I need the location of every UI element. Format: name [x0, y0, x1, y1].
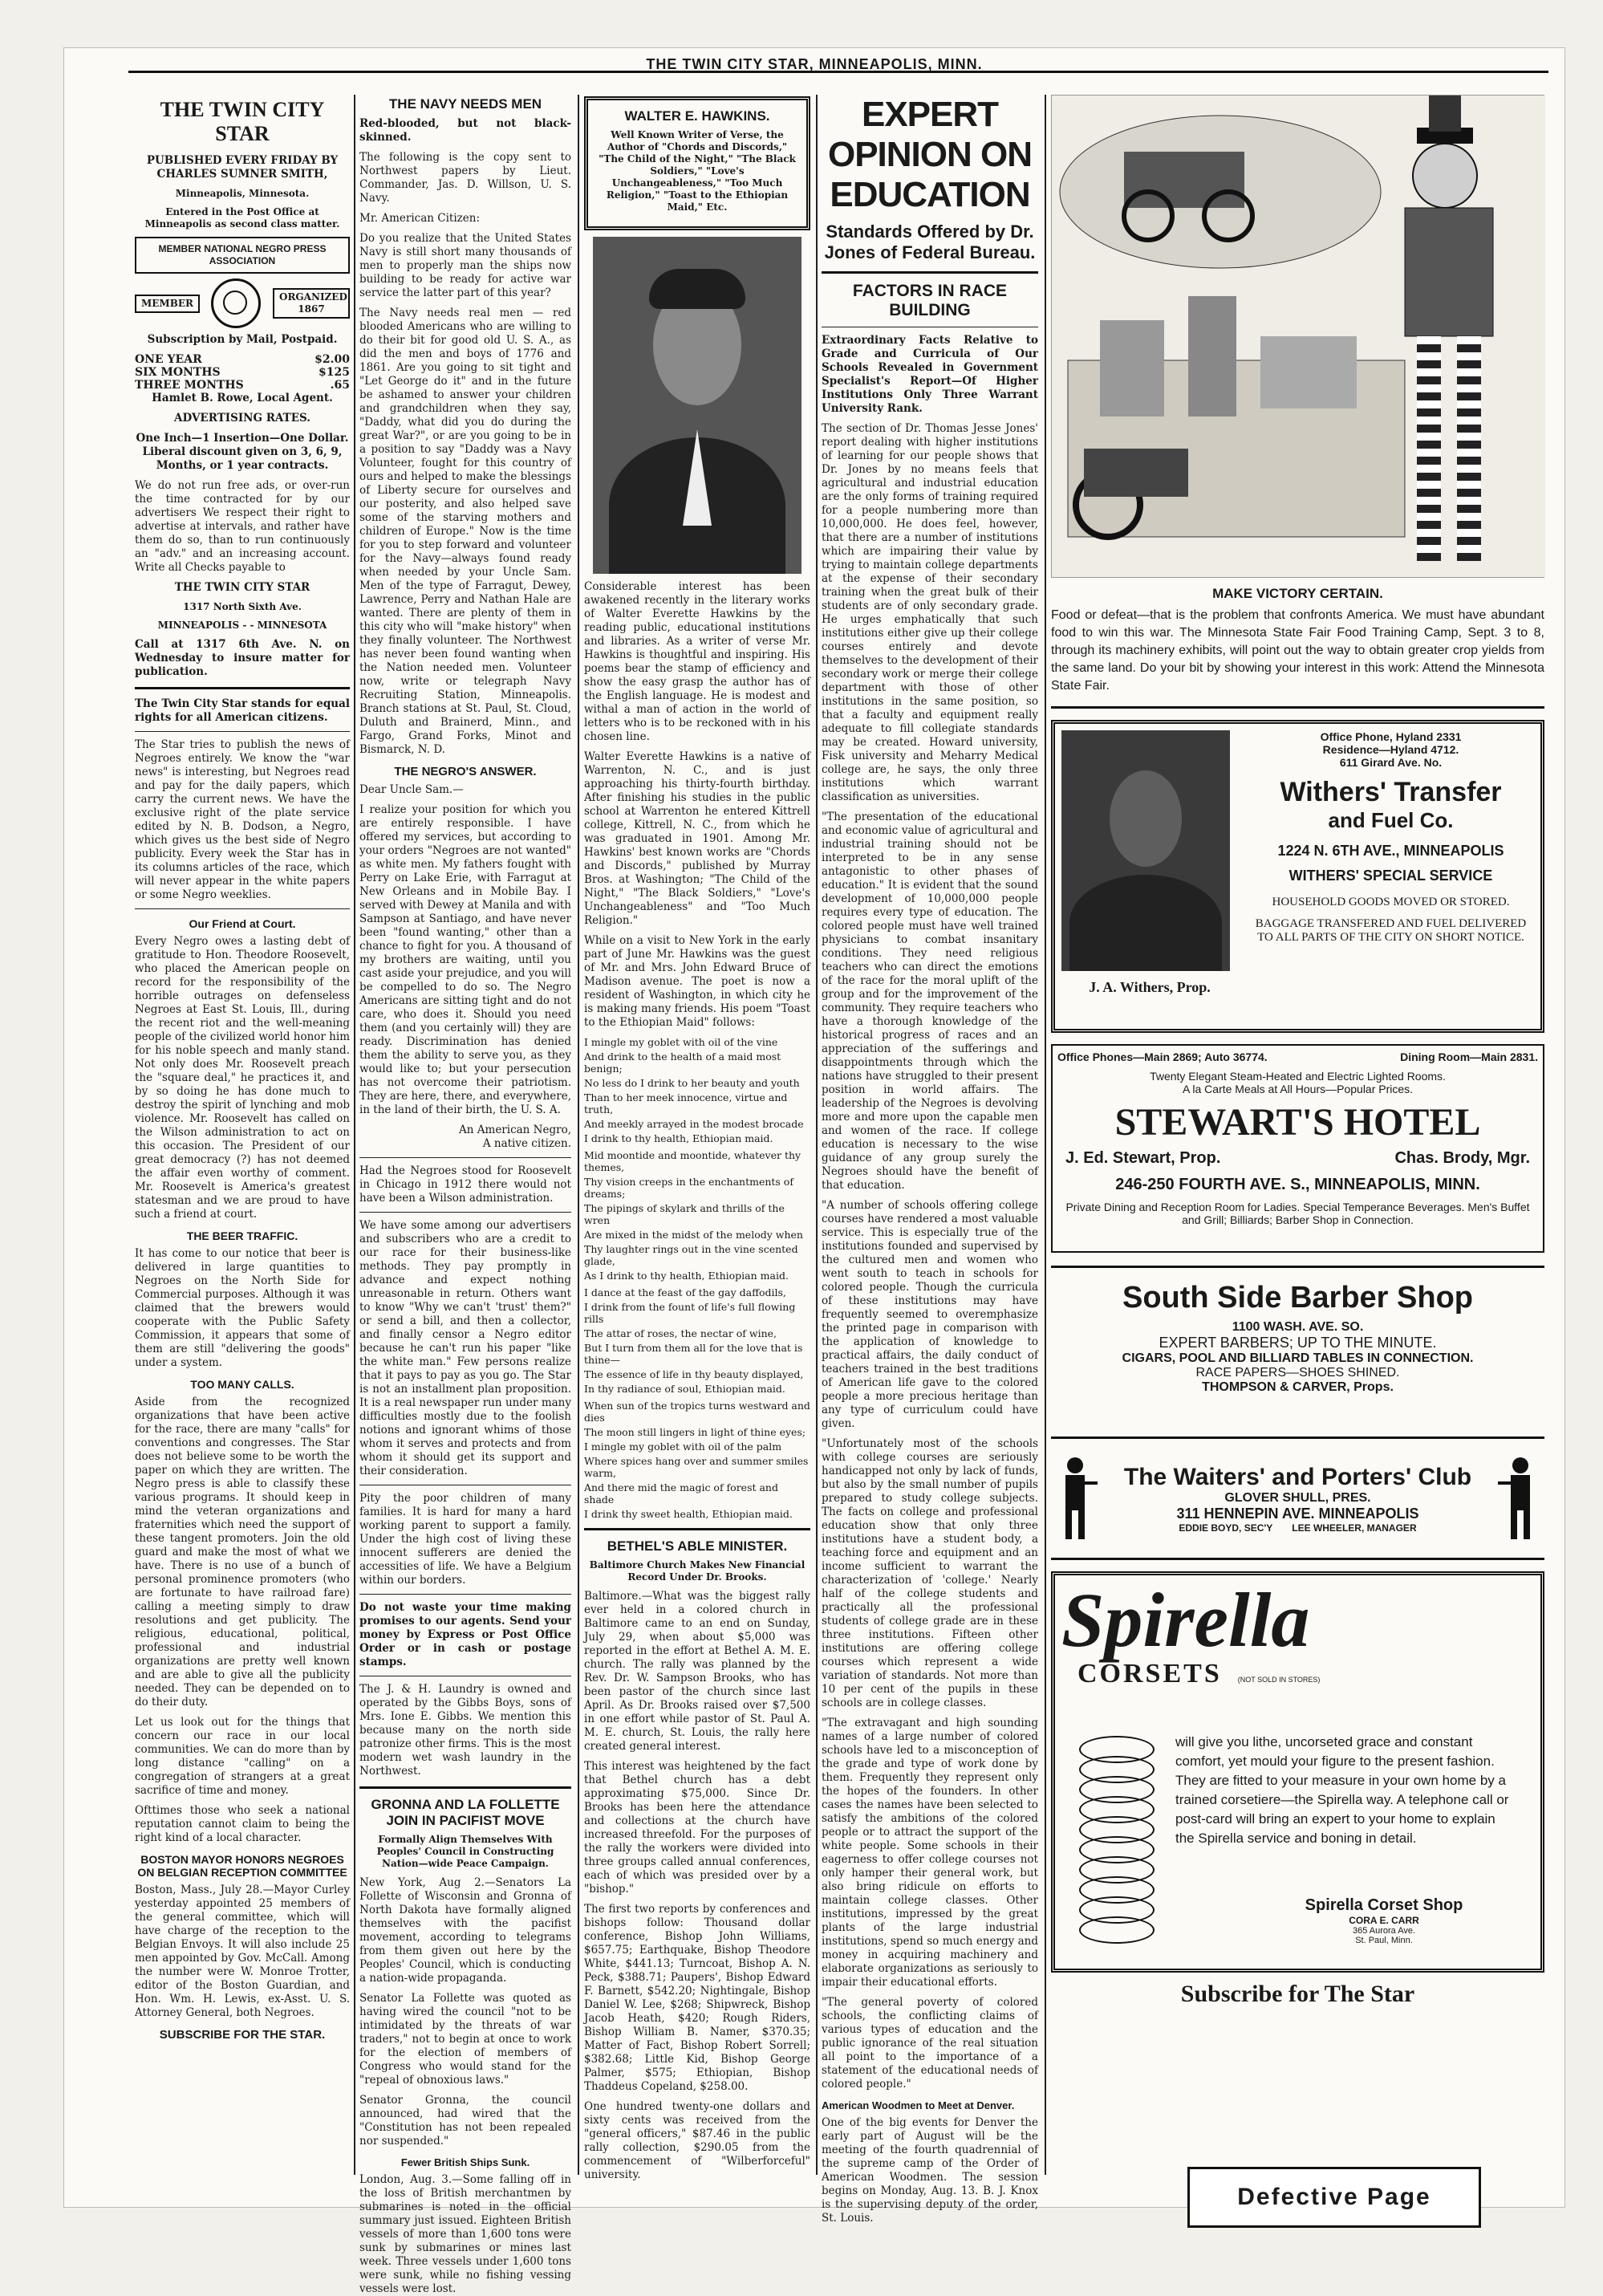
divider — [1051, 1558, 1544, 1560]
poem-line: In thy radiance of soul, Ethiopian maid. — [584, 1383, 785, 1395]
uncle-sam-illustration — [1051, 95, 1544, 578]
waiters-info — [1107, 1464, 1488, 1534]
poem-line: I mingle my goblet with oil of the palm — [584, 1441, 782, 1453]
spirella-corsets-row — [1061, 1659, 1534, 1689]
gronna-paragraph: New York, Aug 2.—Senators La Follette of Wisconsin and Gronna of North Dakota have formally aligned themselves with the pacifist movement, according to telegrams from them given out here by the Peoples' Council, which is conducting a nation-wide propaganda. — [359, 1876, 571, 1985]
poem-line: When sun of the tropics turns westward and dies — [584, 1400, 810, 1424]
navy-paragraph: Do you realize that the United States Navy is still short many thousands of men to properly man the ships now building to be ready for active war service the latter part of this year? — [359, 232, 571, 299]
poem-line: The moon still lingers in light of thine eyes; — [584, 1426, 806, 1438]
press-seal-icon — [211, 278, 261, 328]
woodmen-head: American Woodmen to Meet at Denver. — [822, 2099, 1015, 2111]
stewart-private: Private Dining and Reception Room for Ladies. Special Temperance Beverages. Men's Buffet and Grill; Billiards; Barber Shop in Connection. — [1065, 1201, 1530, 1226]
barber-ad — [1051, 1281, 1544, 1425]
withers-address: 1224 N. 6TH AVE., MINNEAPOLIS — [1277, 843, 1504, 859]
navy-intro: The following is the copy sent to Northwest papers by Lieut. Commander, Jas. D. Willson, U. S. Navy. — [359, 151, 571, 205]
tries-paragraph: The Star tries to publish the news of Negroes entirely. We know the "war news" is interesting, but Negroes read and pay for the daily papers, which carry the current news. We have the exclusive right of the plate service edited by N. B. Dodson, a Negro, which gives us the best side of Negro publicity. Every week the Star has in its columns articles of the race, which will never appear in the white papers or some Negro weeklies. — [135, 738, 350, 901]
rate-list — [135, 353, 350, 392]
member-seal-row — [135, 278, 350, 328]
divider — [1051, 1266, 1544, 1268]
barber-line: RACE PAPERS—SHOES SHINED. — [1195, 1366, 1400, 1380]
entered-line: Entered in the Post Office at Minneapolis as second class matter. — [144, 206, 340, 230]
education-paragraph: "The general poverty of colored schools, the conflicting claims of various types of education and the public ignorance of the real situation all point to the importance of a statement of the educational needs of colored people." — [822, 1996, 1038, 2091]
porter-figure-icon — [1496, 1454, 1544, 1542]
hawkins-paragraph: Walter Everette Hawkins is a native of Warrenton, N. C., and is just approaching his thirty-fourth birthday. After finishing his studies in the public school at Warrenton he entered Kittrell college, Kittrell, N. C., from which he was graduated in 1901. Among Mr. Hawkins' best known works are "Chords and Discords," published by Murray Bros. at Washington; "The Child of the Night," "The Black Soldiers," "Love's Unchangeableness" and "Too Much Religion." — [584, 750, 810, 927]
poem-line: I drink thy sweet health, Ethiopian maid. — [584, 1508, 793, 1520]
stewart-name: STEWART'S HOTEL — [1114, 1101, 1481, 1144]
subscription-head: Subscription by Mail, Postpaid. — [147, 333, 338, 346]
stewart-rooms: Twenty Elegant Steam-Heated and Electric Lighted Rooms. — [1150, 1070, 1446, 1083]
adv-text: One Inch—1 Insertion—One Dollar. Liberal discount given on 3, 6, 9, Months, or 1 year contracts. — [136, 432, 349, 472]
waiters-ad — [1051, 1450, 1544, 1546]
payable-line: THE TWIN CITY STAR — [174, 581, 310, 594]
stewart-phones-row — [1057, 1050, 1538, 1063]
poem-toast — [584, 1036, 810, 1520]
column-rule — [1045, 95, 1046, 2175]
organized-label: ORGANIZED 1867 — [273, 288, 350, 319]
spirella-addr: 365 Aurora Ave. — [1352, 1926, 1416, 1936]
barber-line: THOMPSON & CARVER, Props. — [1202, 1380, 1394, 1394]
agent-line: Hamlet B. Rowe, Local Agent. — [152, 392, 333, 404]
divider — [1051, 1437, 1544, 1439]
hawkins-paragraph: Considerable interest has been awakened recently in the literary works of Walter Everette Hawkins by the reading public, educational institutions and libraries. As a writer of verse Mr. Hawkins is thoughtful and inspiring. His poems bear the stamp of efficiency and show the easy grasp the author has of the English language. He is modest and withal a man of action in the world of letters who is to be reckoned with in his chosen line. — [584, 580, 810, 743]
spirella-brand: Spirella — [1061, 1577, 1310, 1663]
rate-row: SIX MONTHS $125 — [135, 366, 350, 379]
hawkins-name: WALTER E. HAWKINS. — [624, 108, 770, 124]
answer-head: THE NEGRO'S ANSWER. — [394, 765, 537, 778]
poem-line: No less do I drink to her beauty and youth — [584, 1077, 800, 1089]
stewart-dining: Dining Room—Main 2831. — [1400, 1050, 1538, 1063]
roosevelt-note: Had the Negroes stood for Roosevelt in Chicago in 1912 there would not have been a Wilson administration. — [359, 1164, 571, 1205]
member-box: MEMBER NATIONAL NEGRO PRESS ASSOCIATION — [135, 237, 350, 274]
gronna-sub: Formally Align Themselves With Peoples' Council in Constructing Nation—wide Peace Campaign. — [376, 1834, 554, 1869]
withers-info — [1248, 730, 1534, 1022]
waiter-figure-icon — [1051, 1454, 1099, 1542]
hawkins-desc: Well Known Writer of Verse, the Author of "Chords and Discords," "The Child of the Night," "The Black Soldiers," "Love's Unchangeableness," "Too Much Religion," "Toast to the Ethiopian Maid," Etc. — [599, 129, 796, 213]
barber-name: South Side Barber Shop — [1122, 1281, 1474, 1315]
column-rule — [578, 95, 579, 2175]
woodmen-body: One of the big events for Denver the early part of August will be the meeting of the fourth quadrennial of the supreme camp of the Order of American Woodmen. The session begins on Monday, Aug. 13. B. J. Knox is the supervising deputy of the order, St. Louis. — [822, 2116, 1038, 2225]
boston-body: Boston, Mass., July 28.—Mayor Curley yesterday appointed 25 members of the general committee, which will have charge of the reception to the Belgian Envoys. It will also include 25 men appointed by Gov. McCall. Among the number were W. Monroe Trotter, editor of the Boston Guardian, and Hon. Wm. H. Lewis, ex-Asst. U. S. Attorney General, both Negroes. — [135, 1884, 350, 2019]
divider — [359, 1786, 571, 1789]
victory-caption: MAKE VICTORY CERTAIN. — [1212, 586, 1383, 601]
divider — [584, 1528, 810, 1530]
subscribe-banner: Subscribe for The Star — [1180, 1981, 1415, 2007]
factors-head: FACTORS IN RACE BUILDING — [852, 282, 1008, 319]
poem-line: But I turn from them all for the love that is thine— — [584, 1342, 803, 1366]
education-paragraph: "Unfortunately most of the schools with college courses are seriously handicapped not only by lack of funds, but also by the small number of pupils prepared to study college subjects. The facts on college and professional education show that only three institutions have a student body, a teaching force and equipment and an income sufficient to warrant the characterization of 'college.' Nearly half of the college students and practically all the professional students of college grade are in these three institutions. Fifteen other institutions are offering college courses which represent a wide variation of standards. Not more than 10 per cent of the pupils in these schools are in college classes. — [822, 1437, 1038, 1709]
bethel-head: BETHEL'S ABLE MINISTER. — [607, 1538, 788, 1554]
spirella-shop-block — [1256, 1896, 1512, 1945]
rate-row: ONE YEAR $2.00 — [135, 353, 350, 366]
education-deck: Extraordinary Facts Relative to Grade and Curricula of Our Schools Revealed in Government Specialist's Report—Of Higher Institutions Only Three Warrant University Rank. — [822, 334, 1038, 415]
masthead-rule — [128, 71, 1548, 73]
bethel-paragraph: One hundred twenty-one dollars and sixty cents was received from the "general officers," $87.46 in the public rally collection, $290.05 from the commencement of "Wilberforceful" university. — [584, 2100, 810, 2181]
hawkins-header-box — [584, 96, 810, 230]
stewart-mgr: Chas. Brody, Mgr. — [1394, 1149, 1530, 1167]
column-5 — [1051, 95, 1544, 2191]
column-4 — [822, 95, 1038, 2225]
stewart-ad — [1051, 1044, 1544, 1253]
navy-head: THE NAVY NEEDS MEN — [388, 96, 542, 112]
education-paragraph: The section of Dr. Thomas Jesse Jones' report dealing with higher institutions of learning for our people shows that Dr. Jones by no means feels that agricultural and industrial education are the only forms of training required for a people numbering more than 10,000,000. He does feel, however, that there are a number of institutions which are impairing their value by trying to maintain college departments at the expense of their secondary training when the great bulk of their students are of only secondary grade. He urges emphatically that such institutions either give up their college courses entirely and devote themselves to the development of their secondary work or merge their college department with those of other institutions in the same position, so that a faculty and equipment really adequate to fill collegiate standards may be created. Howard university, Fisk university and Meharry Medical college are, he says, the only three institutions which warrant classification as universities. — [822, 422, 1038, 803]
poem-line: And there mid the magic of forest and shade — [584, 1481, 778, 1506]
stewart-meals: A la Carte Meals at All Hours—Popular Prices. — [1182, 1083, 1414, 1095]
answer-signature: A native citizen. — [482, 1137, 571, 1150]
poem-line: Thy vision creeps in the enchantments of dreams; — [584, 1176, 793, 1200]
education-paragraph: "A number of schools offering college courses have rendered a most valuable service. This is especially true of the institutions founded and supervised by the cultured men and women who went south to teach in schools for colored people. Though the curricula of these institutions may have frequently seemed to overemphasize the printed page in comparison with the application of knowledge to practical affairs, the daily conduct of teachers trained in the best traditions of American life gave to the colored people a more precious heritage than any type of curriculum could have given. — [822, 1199, 1038, 1430]
stewart-staff-row — [1057, 1149, 1538, 1168]
bethel-sub: Baltimore Church Makes New Financial Record Under Dr. Brooks. — [589, 1559, 806, 1583]
divider — [359, 1212, 571, 1213]
newspaper-page — [64, 48, 1564, 2295]
calls-body: Aside from the recognized organizations that have been active for the race, there are many "calls" for conventions and congresses. The Star does not believe some to be worth the paper on which they are written. The Negro press is able to classify these various programs. It should keep in mind the veteran organizations and fraternities which need the support of these tangent promoters. Join the old guard and make the most of what we have. There is no use of a bunch of personal prominence promoters (who are fortunate to have railroad fare) calling a meeting simply to draw resolutions and get publicity. The religious, educational, political, professional and industrial organizations are pretty well known and are able to give all the publicity needed. They can be depended on to do their duty. — [135, 1396, 350, 1709]
withers-prop: J. A. Withers, Prop. — [1089, 979, 1211, 995]
city-line: MINNEAPOLIS - - MINNESOTA — [157, 620, 327, 631]
rate-row: THREE MONTHS .65 — [135, 379, 350, 392]
divider — [822, 271, 1038, 274]
column-rule — [816, 95, 818, 2175]
calls-body: Ofttimes those who seek a national reputation cannot claim to being the right kind of a local character. — [135, 1804, 350, 1844]
poem-line: As I drink to thy health, Ethiopian maid. — [584, 1270, 789, 1282]
adv-body: We do not run free ads, or over-run the time contracted for by our advertisers We respect their right to advertise at intervals, and rather have them do so, than to run continuously an "adv." and an increasing account. Write all Checks payable to — [135, 479, 350, 574]
hawkins-portrait — [593, 237, 802, 574]
education-paragraph: "The extravagant and high sounding names of a large number of colored schools have led to a misconception of the grade and type of work done by them. Frequently they represent only the hopes of the founders. In other cases the names have been selected to satisfy the ambitions of the colored people or to attract the support of the white people. Some schools in their eagerness to offer college courses not only hamper their general work, but also bring ridicule on efforts to maintain college classes. Other institutions, impressed by the great plants of the large industrial institutions, spend so much energy and money in acquiring machinery and elaborate organizations as seriously to impair their educational efforts. — [822, 1717, 1038, 1989]
answer-body: I realize your position for which you are entirely responsible. I have offered my services, but according to your orders "Negroes are not wanted" as white men. My fathers fought with Perry on Lake Erie, with Farragut at New Orleans and in Mobile Bay. I served with Dewey at Manila and with Sampson at Santiago, and have never been "found wanting," other than a chance to fight for you. A thousand of my brothers are waiting, until you cast aside your prejudice, and you will be compelled to do so. The Negro Americans are sitting tight and do not care, who does it. Should you need them (and you certainly will) they are ready. Discrimination has denied them the ability to serve you, as they would like to; but your persecution has not overcome their patriotism. They are here, there, and everywhere, in the land of their birth, the U. S. A. — [359, 803, 571, 1116]
poem-line: Where spices hang over and summer smiles warm, — [584, 1455, 809, 1479]
navy-sub: Red-blooded, but not black-skinned. — [359, 117, 571, 144]
adv-head: ADVERTISING RATES. — [174, 412, 310, 425]
beer-body: It has come to our notice that beer is delivered in large quantities to Negroes on the North Side for Commercial purposes. Although it was claimed that the brewers would cooperate with the Public Safety Commission, it appears that some of them are still "delivering the goods" under a system. — [135, 1247, 350, 1369]
divider — [359, 1594, 571, 1595]
navy-paragraph: The Navy needs real men — red blooded Americans who are willing to do their bit for good old U. S. A., as did the men and boys of 1776 and 1861. Are you going to sit tight and "Let George do it" and in the future be ashamed to answer your children and grandchildren when they say, "Daddy, what did you do during the great War?", or are you going to be in a position to say "Daddy was a Navy Volunteer, fought for this country of ours and helped to make the blessings of Liberty secure for ourselves and our posterity, and also helped save some of the starving mothers and children of Europe." Now is the time for you to step forward and volunteer for the Navy—always found ready when needed by your Uncle Sam. Men of the type of Farragut, Dewey, Lawrence, Perry and Nathan Hale are wanted. There are plenty of them in this city who will "make history" when they finally volunteer. The Northwest has never been found wanting when the Nation needed men. Volunteer now, write or telegraph Navy Recruiting Station, Minneapolis. Branch stations at St. Paul, St. Cloud, Duluth and Brainerd, Minn., and Fargo, Grand Forks, Minot and Bismarck, N. D. — [359, 307, 571, 756]
withers-portrait — [1061, 730, 1230, 971]
stewart-phones: Office Phones—Main 2869; Auto 36774. — [1057, 1050, 1268, 1063]
poem-line: I mingle my goblet with oil of the vine — [584, 1036, 778, 1048]
call-line: Call at 1317 6th Ave. N. on Wednesday to insure matter for publication. — [135, 638, 350, 678]
poem-line: Are mixed in the midst of the melody when — [584, 1229, 803, 1241]
poem-line: The essence of life in thy beauty displayed, — [584, 1368, 804, 1380]
poem-line: Thy laughter rings out in the vine scented glade, — [584, 1243, 798, 1267]
column-1 — [135, 95, 350, 2191]
navy-salute: Mr. American Citizen: — [359, 212, 481, 225]
calls-body: Let us look out for the things that concern our race in our local communities. We can do more than by long distance "calling" on a congregation of strangers at a great sacrifice of time and money. — [135, 1716, 350, 1797]
boston-head: BOSTON MAYOR HONORS NEGROES ON BELGIAN RECEPTION COMMITTEE — [137, 1853, 347, 1879]
poem-line: I dance at the feast of the gay daffodils, — [584, 1286, 786, 1298]
poem-line: The pipings of skylark and thrills of the wren — [584, 1202, 785, 1226]
spirella-note: (NOT SOLD IN STORES) — [1237, 1676, 1321, 1684]
withers-portrait-block — [1061, 730, 1238, 1022]
poem-line: Than to her meek innocence, virtue and truth, — [584, 1091, 788, 1115]
divider — [135, 908, 350, 909]
column-3 — [584, 95, 810, 2191]
promises-note: Do not waste your time making promises to our agents. Send your money by Express or Post Office Order or in cash or postage stamps. — [359, 1601, 571, 1668]
friend-body: Every Negro owes a lasting debt of gratitude to Hon. Theodore Roosevelt, who placed the American people on record for the responsibility of the horrible outrages on defenseless Negroes at East St. Louis, Ill., during the recent riot and the well-meaning people of the civilized world honor him for his noble speech and manly stand. Not only does Mr. Roosevelt preach the "square deal," he practices it, and by so doing he has done much to destroy the spirit of lynching and mob violence. Mr. Roosevelt has called on the Wilson administration to act on this occasion. The President of our great democracy (?) has not deemed the affair even worthy of comment. Mr. Roosevelt is America's greatest statesman and we are proud to have such a friend at court. — [135, 935, 350, 1221]
withers-baggage: BAGGAGE TRANSFERED AND FUEL DELIVERED TO ALL PARTS OF THE CITY ON SHORT NOTICE. — [1255, 917, 1527, 944]
answer-salute: Dear Uncle Sam.— — [359, 783, 464, 796]
stewart-prop: J. Ed. Stewart, Prop. — [1065, 1149, 1221, 1167]
barber-line: CIGARS, POOL AND BILLIARD TABLES IN CONNECTION. — [1122, 1351, 1474, 1365]
subscribe-line: SUBSCRIBE FOR THE STAR. — [159, 2028, 326, 2042]
spirella-owner: CORA E. CARR — [1349, 1915, 1419, 1926]
victory-body: Food or defeat—that is the problem that confronts America. We must have abundant food to win this war. The Minnesota State Fair Food Training Camp, Sept. 3 to 8, through its machinery exhibits, will point out the way to obtain greater crop yields from the same land. Do your bit by showing your interest in this work: Attend the Minnesota State Fair. — [1051, 608, 1544, 693]
calls-head: TOO MANY CALLS. — [190, 1378, 294, 1391]
withers-residence: Residence—Hyland 4712. — [1322, 743, 1459, 756]
beer-head: THE BEER TRAFFIC. — [186, 1229, 298, 1242]
barber-line: EXPERT BARBERS; UP TO THE MINUTE. — [1159, 1335, 1437, 1351]
waiters-officers — [1107, 1522, 1488, 1534]
barber-address: 1100 WASH. AVE. SO. — [1232, 1320, 1364, 1334]
member-label: MEMBER — [135, 295, 200, 313]
waiters-name: The Waiters' and Porters' Club — [1123, 1463, 1472, 1490]
divider — [135, 731, 350, 732]
withers-service: WITHERS' SPECIAL SERVICE — [1288, 868, 1493, 884]
pity-note: Pity the poor children of many families. It is hard for many a hard working parent to support a family. Under the high cost of living these innocent sufferers are denied the accessities of life. We have a Belgium within our borders. — [359, 1492, 571, 1587]
divider — [1051, 706, 1544, 709]
friend-head: Our Friend at Court. — [189, 917, 296, 930]
waiters-secy: EDDIE BOYD, SEC'Y — [1179, 1522, 1273, 1534]
spirella-city: St. Paul, Minn. — [1355, 1936, 1413, 1945]
stewart-address: 246-250 FOURTH AVE. S., MINNEAPOLIS, MINN. — [1115, 1176, 1480, 1193]
poem-line: And drink to the health of a maid most benign; — [584, 1050, 781, 1075]
spirella-shop: Spirella Corset Shop — [1305, 1896, 1463, 1914]
divider — [359, 1157, 571, 1158]
bethel-paragraph: This interest was heightened by the fact that Bethel church has a debt approximating $75,000. Since Dr. Brooks has been here the attendance and collections at the church have increased threefold. For the purposes of the rally the workers were divided into three groups called annual conferences, each of which was presided over by a "bishop." — [584, 1760, 810, 1896]
gronna-head: GRONNA AND LA FOLLETTE JOIN IN PACIFIST MOVE — [371, 1797, 560, 1828]
poem-line: Mid moontide and moontide, whatever thy themes, — [584, 1149, 802, 1173]
withers-addr2: 611 Girard Ave. No. — [1339, 756, 1443, 769]
location-line: Minneapolis, Minnesota. — [175, 188, 310, 199]
education-title: EXPERT OPINION ON EDUCATION — [827, 95, 1033, 214]
spirella-coil-icon — [1071, 1736, 1159, 1961]
column-2 — [359, 95, 571, 2295]
spirella-body: will give you lithe, uncorseted grace and constant comfort, yet mould your figure to the present fashion. They are fitted to your measure in your own home by a trained corsetiere—the Spirella way. A telephone call or post-card will bring an expert to your home to explain the Spirella service and boning in detail. — [1175, 1734, 1509, 1846]
education-paragraph: "The presentation of the educational and economic value of agricultural and industrial training should not be interpreted to be in any sense antagonistic to other phases of education." It is evident that the sound development of 10,000,000 people requires every type of education. The colored people must have well trained physicians to combat insanitary conditions. They need religious teachers who can direct the emotions of the race for the moral uplift of the group and for the improvement of the community. They require teachers who have a thorough knowledge of the historical progress of races and an appreciation of the sufferings and disappointments through which the nations have struggled to their present position in world affairs. The leadership of the Negroes is devolving more and more upon the capable men and women of the race. If college education is necessary to the wise guidance of any group surely the Negroes should have the benefit of that education. — [822, 811, 1038, 1192]
withers-name2: and Fuel Co. — [1328, 808, 1454, 832]
waiters-address: 311 HENNEPIN AVE. MINNEAPOLIS — [1176, 1505, 1419, 1522]
poem-line: I drink to thy health, Ethiopian maid. — [584, 1132, 773, 1144]
bethel-paragraph: Baltimore.—What was the biggest rally ever held in a colored church in Baltimore came to an end on Sunday, July 29, when about $5,000 was reported in the effort at Bethel A. M. E. church. The rally was planned by the Rev. Dr. W. Sampson Brooks, who has been pastor of the church since last April. As Dr. Brooks raised over $7,500 in one effort while pastor of St. Paul A. M. E. church, St. Louis, the rally here created general interest. — [584, 1590, 810, 1753]
bethel-paragraph: The first two reports by conferences and bishops follow: Thousand dollar conference, Bishop John Williams, $657.75; Earthquake, Bishop Theodore White, $441.13; Turncoat, Bishop A. N. Peck, $388.71; Paupers', Bishop Edward F. Barnett, $542.20; Nightingale, Bishop Daniel W. Lee, $268; Shipwreck, Bishop Jacob Heath, $420; Rough Riders, Bishop William B. Namer, $370.35; Matter of Fact, Bishop Robert Sorrell; $382.68; Little Kid, Bishop George Palmer, $575; Ethiopian, Bishop Thaddeus Copeland, $258.00. — [584, 1903, 810, 2093]
masthead: THE TWIN CITY STAR, MINNEAPOLIS, MINN. — [646, 56, 983, 72]
ships-head: Fewer British Ships Sunk. — [400, 2156, 530, 2168]
education-sub: Standards Offered by Dr. Jones of Federal Bureau. — [824, 221, 1036, 262]
divider — [135, 687, 350, 689]
gronna-paragraph: Senator La Follette was quoted as having wired the council "not to be intimidated by the threats of war traders," not to begin at once to work for the election of members of Congress who would stand for the "repeal of obnoxious laws." — [359, 1992, 571, 2087]
poem-line: And meekly arrayed in the modest brocade — [584, 1118, 804, 1130]
withers-goods: HOUSEHOLD GOODS MOVED OR STORED. — [1272, 896, 1510, 908]
stands-line: The Twin City Star stands for equal rights for all American citizens. — [135, 697, 350, 724]
gronna-paragraph: Senator Gronna, the council announced, had wired that the "Constitution has not been repealed nor suspended." — [359, 2094, 571, 2148]
address-line: 1317 North Sixth Ave. — [183, 601, 302, 612]
poem-line: The attar of roses, the nectar of wine, — [584, 1327, 777, 1339]
spirella-ad — [1051, 1571, 1544, 1973]
withers-office: Office Phone, Hyland 2331 — [1320, 730, 1462, 743]
hawkins-paragraph: While on a visit to New York in the early part of June Mr. Hawkins was the guest of Mr. and Mrs. John Edward Bruce of Madison avenue. The poet is now a resident of Washington, in which city he is making many friends. His poem "Toast to the Ethiopian Maid" follows: — [584, 934, 810, 1029]
withers-ad — [1051, 720, 1544, 1033]
publisher-line: PUBLISHED EVERY FRIDAY BY CHARLES SUMNER SMITH, — [146, 154, 339, 181]
column-rule — [354, 95, 355, 2175]
paper-title: THE TWIN CITY STAR — [160, 98, 325, 145]
advertisers-note: We have some among our advertisers and subscribers who are a credit to our race for their business-like methods. They pay promptly in advance and expect nothing unreasonable in return. Others want to know "Why we can't 'trust' them?" or send a bill, and then a collector, and finally censor a Negro editor because he can't run his paper "like the white man." Few persons realize that it pays to pay as you go. The Star is not an installment plan proposition. It is a real newspaper run under many difficulties mostly due to the foolish notions and ignorant whims of those whom it serves and protects and from whom it should get its support and their consideration. — [359, 1219, 571, 1477]
laundry-note: The J. & H. Laundry is owned and operated by the Gibbs Boys, sons of Mrs. Ione E. Gibbs. We mention this because many on the north side patronize other firms. This is the most modern wet wash laundry in the Northwest. — [359, 1683, 571, 1778]
ships-body: London, Aug. 3.—Some falling off in the loss of British merchantmen by submarines is noted in the official summary just issued. Eighteen British vessels of more than 1,600 tons were sunk by submarines or mines last week. Three vessels under 1,600 tons were sunk, while no fishing vessing vessels were lost. — [359, 2173, 571, 2295]
waiters-mgr: LEE WHEELER, MANAGER — [1292, 1522, 1417, 1534]
withers-name: Withers' Transfer — [1280, 777, 1502, 807]
defective-page-label: Defective Page — [1187, 2167, 1481, 2228]
spirella-corsets: CORSETS — [1077, 1659, 1222, 1688]
poem-line: I drink from the fount of life's full flowing rills — [584, 1301, 796, 1325]
waiters-pres: GLOVER SHULL, PRES. — [1224, 1490, 1371, 1505]
answer-signature: An American Negro, — [459, 1124, 571, 1136]
uncle-sam-farm-icon — [1052, 95, 1545, 577]
